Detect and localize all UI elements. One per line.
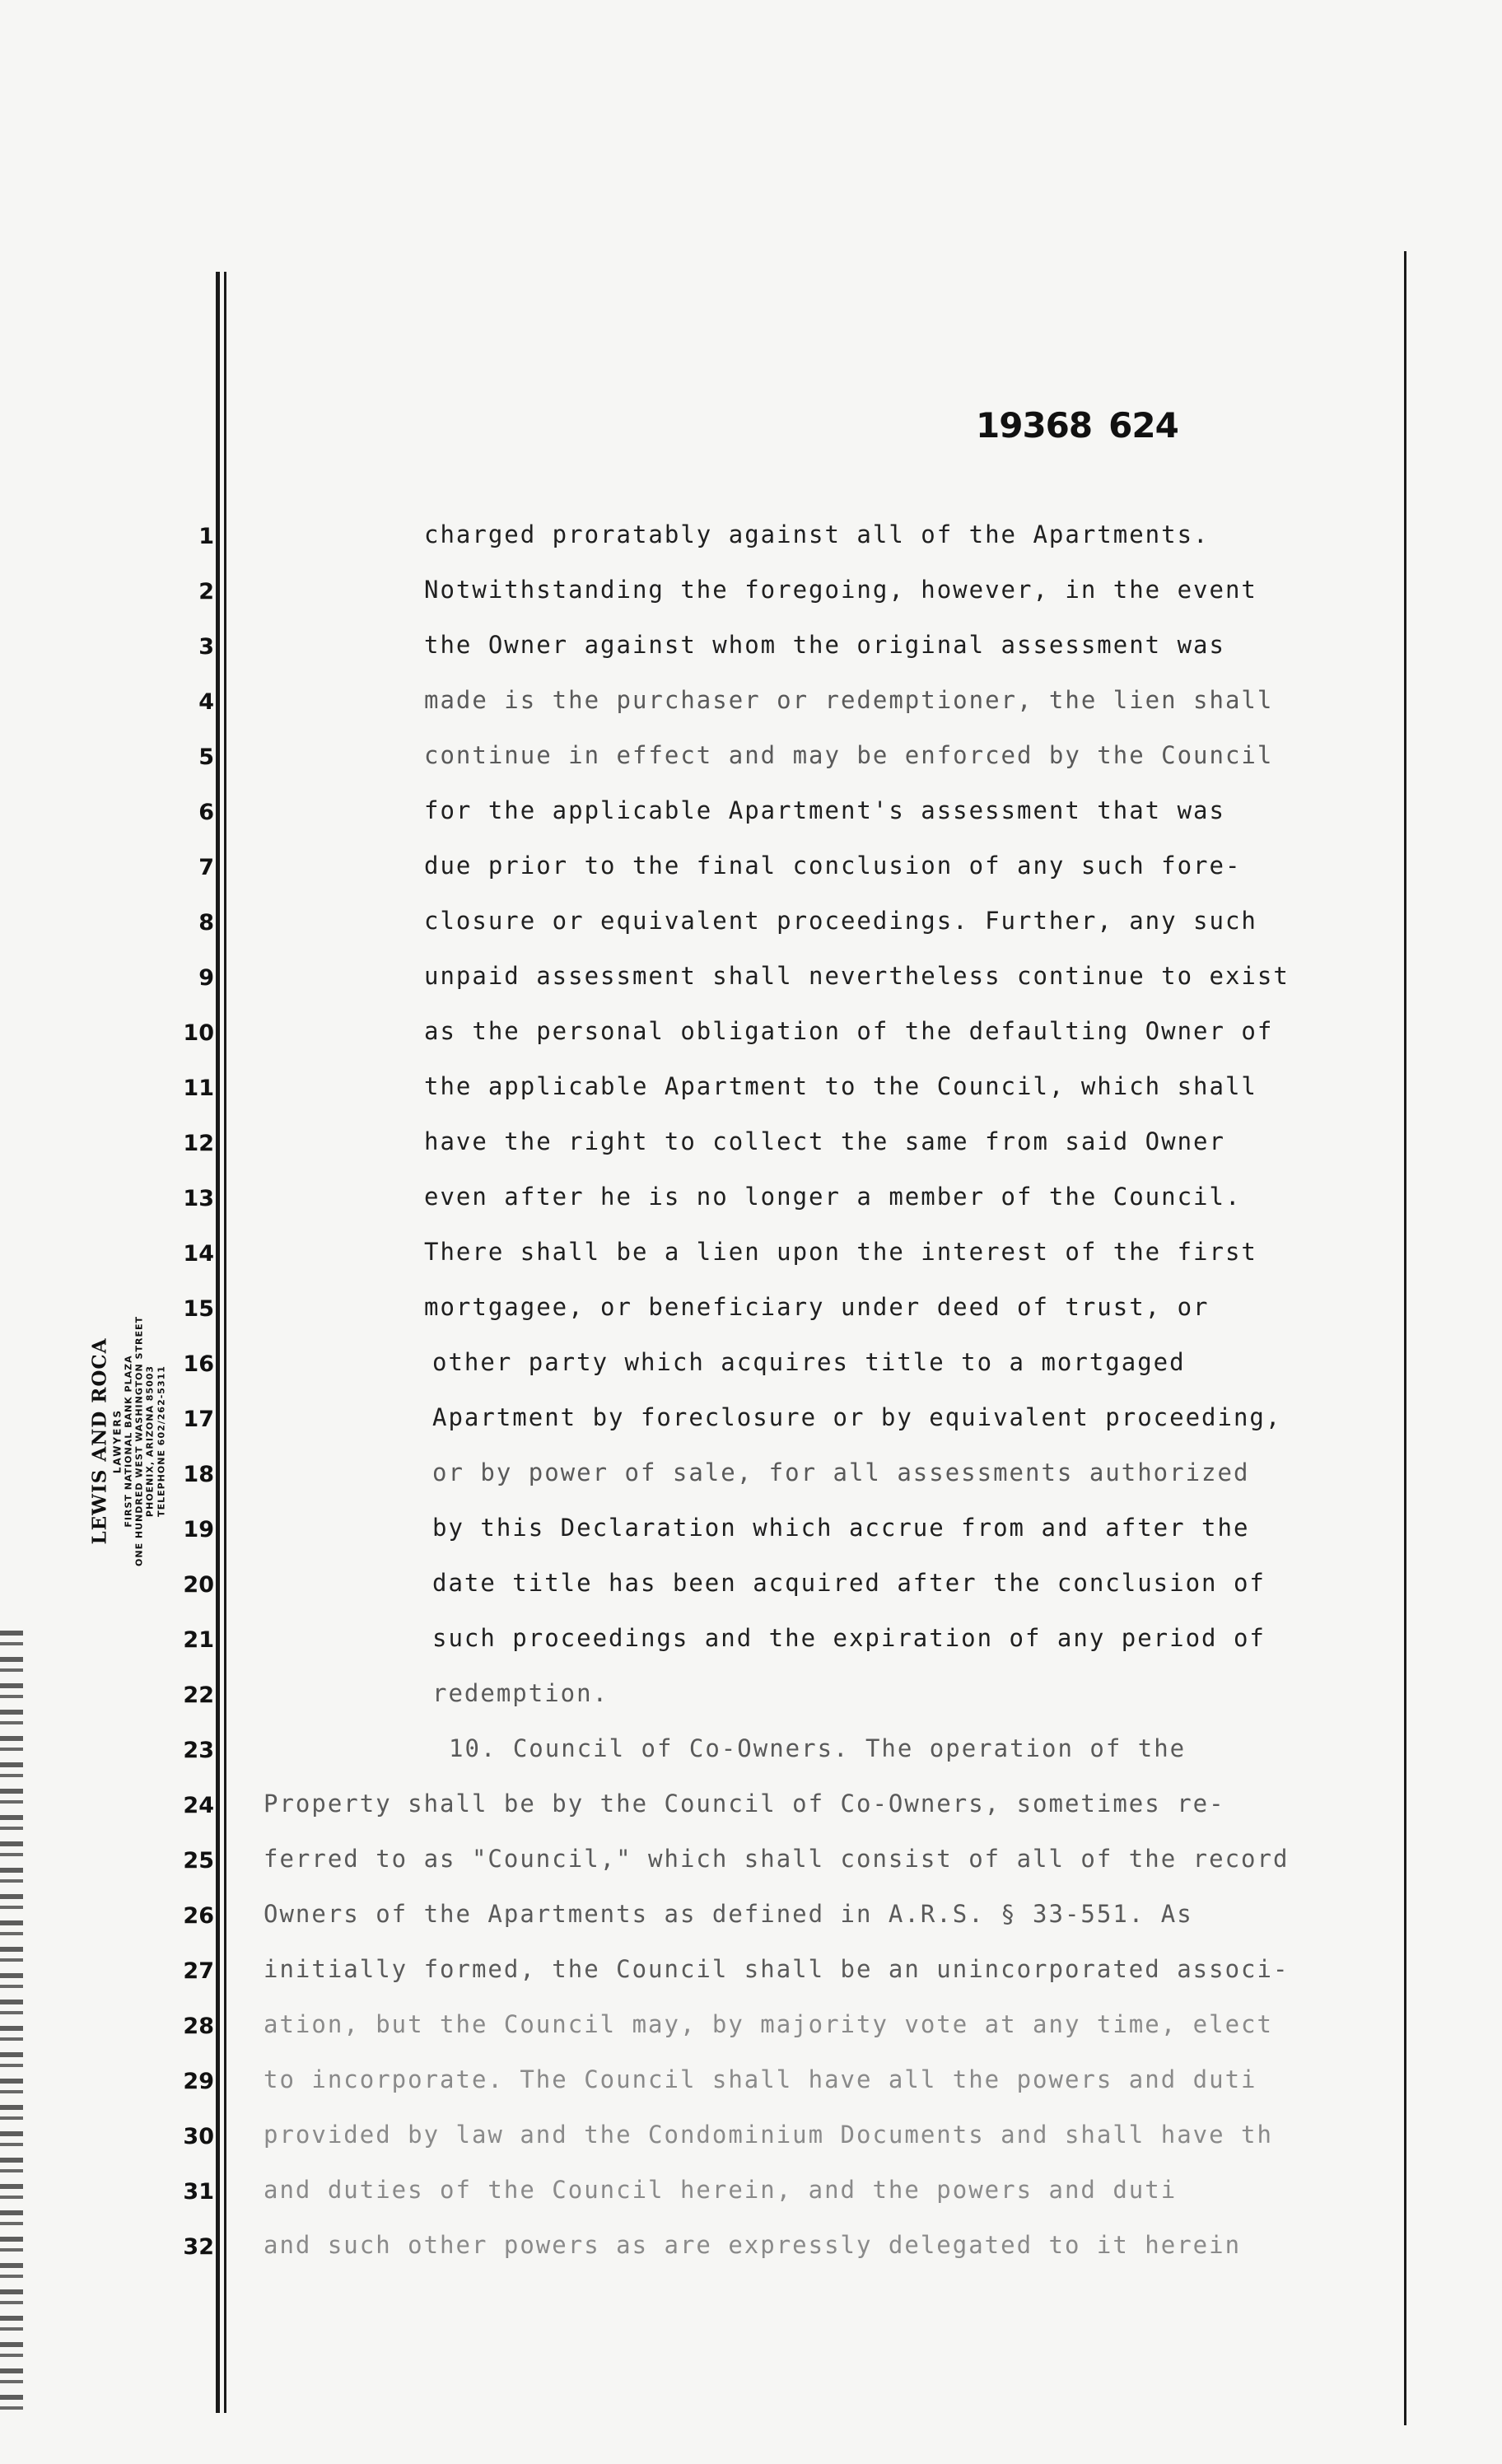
firm-city: PHOENIX, ARIZONA 85003 bbox=[144, 1365, 156, 1518]
line-number: 16 bbox=[183, 1351, 214, 1377]
body-text-line: or by power of sale, for all assessments authorized bbox=[432, 1458, 1250, 1486]
line-number: 2 bbox=[198, 579, 214, 604]
body-text-line: closure or equivalent proceedings. Further, any such bbox=[424, 907, 1257, 935]
body-text-line: other party which acquires title to a mortgaged bbox=[432, 1348, 1186, 1376]
line-number: 11 bbox=[183, 1076, 214, 1101]
line-number: 15 bbox=[183, 1296, 214, 1322]
firm-name: LEWIS AND ROCA bbox=[88, 1337, 111, 1545]
body-text-line: and such other powers as are expressly delegated to it herein bbox=[264, 2231, 1242, 2259]
line-number: 14 bbox=[183, 1241, 214, 1267]
line-number: 13 bbox=[183, 1186, 214, 1211]
body-text-line: made is the purchaser or redemptioner, the lien shall bbox=[424, 686, 1274, 714]
body-text-line: redemption. bbox=[432, 1679, 609, 1707]
body-text-line: continue in effect and may be enforced by the Council bbox=[424, 741, 1274, 769]
firm-address-2: ONE HUNDRED WEST WASHINGTON STREET bbox=[133, 1316, 145, 1566]
line-number: 28 bbox=[183, 2014, 214, 2039]
body-text-line: have the right to collect the same from said Owner bbox=[424, 1127, 1225, 1155]
line-number: 21 bbox=[183, 1627, 214, 1653]
line-number: 8 bbox=[198, 910, 214, 936]
line-number: 24 bbox=[183, 1793, 214, 1818]
body-text-line: even after he is no longer a member of the Council. bbox=[424, 1183, 1242, 1211]
line-number: 20 bbox=[183, 1572, 214, 1598]
line-number: 6 bbox=[198, 800, 214, 825]
line-number: 18 bbox=[183, 1462, 214, 1487]
body-text-line: for the applicable Apartment's assessment that was bbox=[424, 796, 1225, 824]
firm-address-1: FIRST NATIONAL BANK PLAZA bbox=[123, 1355, 134, 1528]
line-number: 19 bbox=[183, 1517, 214, 1542]
body-text-line: Apartment by foreclosure or by equivalent proceeding, bbox=[432, 1403, 1282, 1431]
body-text-line: mortgagee, or beneficiary under deed of trust, or bbox=[424, 1293, 1210, 1321]
book-page-stamp bbox=[976, 405, 1178, 446]
body-text-line: due prior to the final conclusion of any such fore- bbox=[424, 852, 1242, 880]
body-text-line: date title has been acquired after the conclusion of bbox=[432, 1569, 1266, 1597]
line-number: 25 bbox=[183, 1848, 214, 1874]
body-text-line: the applicable Apartment to the Council, which shall bbox=[424, 1072, 1257, 1100]
line-number: 9 bbox=[198, 965, 214, 991]
body-text-line: by this Declaration which accrue from and after the bbox=[432, 1514, 1250, 1542]
body-text-line: Owners of the Apartments as defined in A.R.S. § 33-551. As bbox=[264, 1900, 1193, 1928]
line-number: 27 bbox=[183, 1958, 214, 1984]
line-number: 22 bbox=[183, 1682, 214, 1708]
line-number: 4 bbox=[198, 689, 214, 715]
left-margin-rule-inner bbox=[224, 272, 226, 2413]
line-number: 1 bbox=[198, 524, 214, 549]
left-margin-rule bbox=[216, 272, 220, 2413]
body-text-line: ferred to as "Council," which shall consist of all of the record bbox=[264, 1845, 1290, 1873]
body-text-line: Property shall be by the Council of Co-Owners, sometimes re- bbox=[264, 1790, 1225, 1818]
body-text-line: the Owner against whom the original assessment was bbox=[424, 631, 1225, 659]
body-text-line: such proceedings and the expiration of any period of bbox=[432, 1624, 1266, 1652]
body-text-line: ation, but the Council may, by majority vote at any time, elect bbox=[264, 2010, 1273, 2038]
line-number: 10 bbox=[183, 1020, 214, 1046]
book-number: 19368 bbox=[976, 405, 1093, 446]
line-number: 32 bbox=[183, 2234, 214, 2260]
line-number: 29 bbox=[183, 2069, 214, 2094]
body-text-line: and duties of the Council herein, and the powers and duti bbox=[264, 2176, 1178, 2204]
line-number: 23 bbox=[183, 1738, 214, 1763]
line-number: 12 bbox=[183, 1131, 214, 1156]
firm-subtitle: LAWYERS bbox=[111, 1408, 124, 1474]
body-text-line: charged proratably against all of the Apartments. bbox=[424, 520, 1210, 548]
body-text-line: Notwithstanding the foregoing, however, in the event bbox=[424, 576, 1257, 604]
page-number: 624 bbox=[1108, 405, 1178, 446]
body-text-line: initially formed, the Council shall be an unincorporated associ- bbox=[264, 1955, 1290, 1983]
firm-phone: TELEPHONE 602/262-5311 bbox=[156, 1365, 167, 1517]
body-text-line: unpaid assessment shall nevertheless continue to exist bbox=[424, 962, 1290, 990]
line-number: 31 bbox=[183, 2179, 214, 2205]
binding-edge-marks bbox=[0, 1631, 23, 2421]
body-text-line: to incorporate. The Council shall have all the powers and duti bbox=[264, 2065, 1257, 2093]
line-number: 7 bbox=[198, 855, 214, 880]
line-number: 3 bbox=[198, 634, 214, 660]
body-text-line: as the personal obligation of the defaulting Owner of bbox=[424, 1017, 1274, 1045]
line-number: 5 bbox=[198, 744, 214, 770]
body-text-line: There shall be a lien upon the interest of the first bbox=[424, 1238, 1257, 1266]
right-margin-rule bbox=[1404, 251, 1406, 2425]
line-number: 30 bbox=[183, 2124, 214, 2149]
body-text-line: provided by law and the Condominium Documents and shall have th bbox=[264, 2121, 1273, 2149]
line-number: 26 bbox=[183, 1903, 214, 1929]
body-text-line: 10. Council of Co-Owners. The operation of the bbox=[449, 1734, 1187, 1762]
line-number: 17 bbox=[183, 1407, 214, 1432]
